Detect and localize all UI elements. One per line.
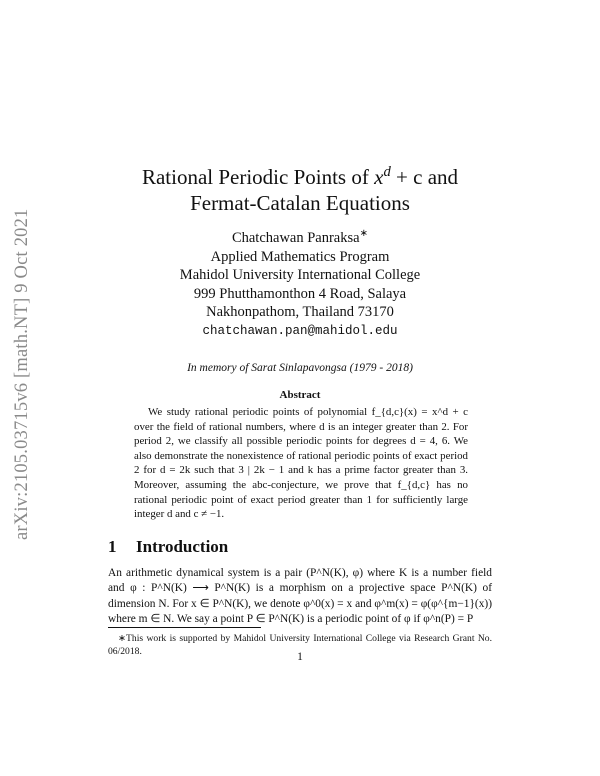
title-math-exponent: d: [383, 164, 391, 180]
section-number: 1: [108, 537, 117, 556]
author-email[interactable]: chatchawan.pan@mahidol.edu: [202, 323, 398, 338]
section-heading: [108, 537, 228, 557]
author-name-line: [100, 229, 500, 248]
author-block: [100, 229, 500, 340]
author-college: Mahidol University International College: [179, 267, 421, 283]
title-text-suffix: + c and: [390, 165, 459, 189]
author-program: Applied Mathematics Program: [210, 248, 390, 265]
author-footnote-mark[interactable]: ∗: [359, 228, 369, 240]
author-street: 999 Phutthamonthon 4 Road, Salaya: [193, 285, 407, 302]
page-number: 1: [297, 651, 303, 663]
footnote-rule: [108, 627, 261, 628]
arxiv-identifier[interactable]: arXiv:2105.03715v6 [math.NT] 9 Oct 2021: [12, 208, 32, 540]
title-math-base: x: [374, 165, 384, 189]
author-name: Chatchawan Panraksa: [231, 230, 360, 246]
paper-title-line-1: [80, 163, 520, 191]
abstract-heading: Abstract: [279, 389, 321, 401]
author-city: Nakhonpathom, Thailand 73170: [206, 304, 394, 320]
abstract-text: We study rational periodic points of polynomial f_{d,c}(x) = x^d + c over the field of rational numbers, where d is an integer greater than 2. For period 2, we classify all possible periodic points for degrees d = 4, 6. We also demonstrate the nonexistence of rational periodic points of exact period 2 for d = 2k such that 3 | 2k − 1 and k has a prime factor greater than 3. Moreover, assuming the abc-conjecture, we prove that f_{d,c} has no rational periodic point of exact period greater than 1 for sufficiently large integer d and c ≠ −1.: [134, 406, 468, 521]
section-title: Introduction: [136, 537, 229, 556]
intro-paragraph: An arithmetic dynamical system is a pair (P^N(K), φ) where K is a number field and φ : P^N(K) ⟶ P^N(K) is a morphism on a projective space P^N(K) of dimension N. For x ∈ P^N(K), we denote φ^0(x) = x and φ^m(x) = φ(φ^{m−1}(x)) where m ∈ N. We say a point P ∈ P^N(K) is a periodic point of φ if φ^n(P) = P: [108, 567, 492, 625]
title-text: Rational Periodic Points of: [141, 165, 375, 189]
footnote-text: ∗This work is supported by Mahidol University International College via Research Grant No. 06/2018.: [108, 633, 492, 657]
dedication: In memory of Sarat Sinlapavongsa (1979 - 2018): [187, 362, 413, 374]
paper-title-line-2: Fermat-Catalan Equations: [190, 191, 410, 215]
